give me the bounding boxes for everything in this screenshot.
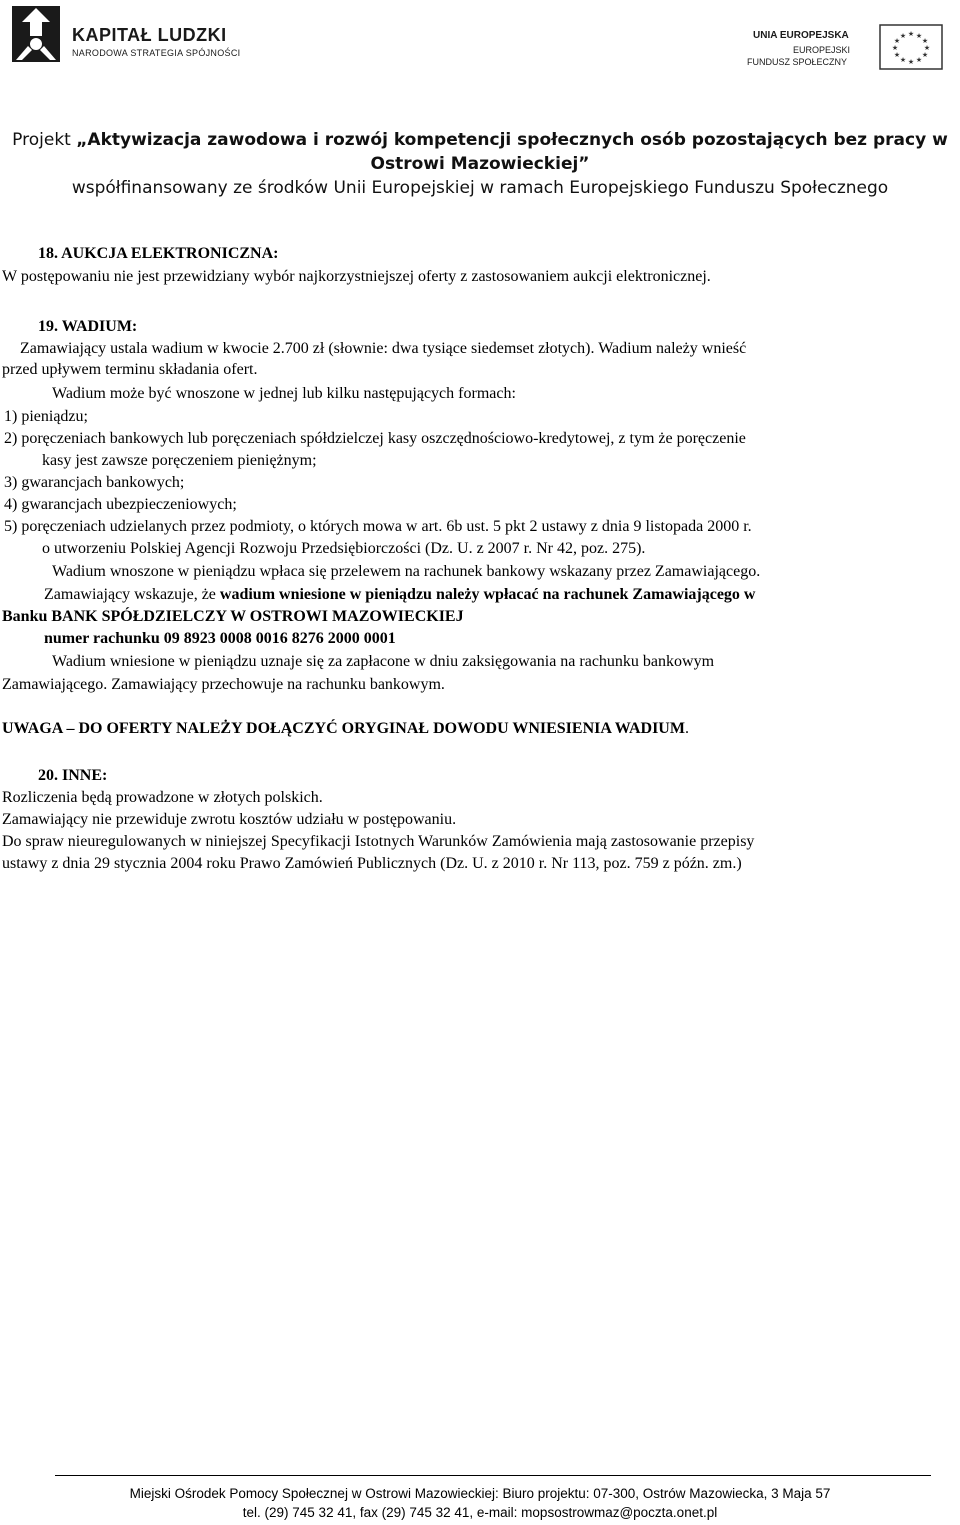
project-title-line2 (0, 154, 960, 174)
svg-text:★: ★ (915, 32, 923, 40)
svg-text:★: ★ (915, 56, 923, 64)
section-20-line4: ustawy z dnia 29 stycznia 2004 roku Prawo Zamówień Publicznych (Dz. U. z 2010 r. Nr 113, poz. 759 z późn. zm.) (2, 855, 742, 872)
section-18-title: 18. AUKCJA ELEKTRONICZNA: (38, 245, 279, 262)
section-19-p4-bold: wadium wniesione w pieniądzu należy wpłacać na rachunek Zamawiającego w (219, 586, 756, 603)
section-19-title: 19. WADIUM: (38, 318, 138, 335)
eu-logo-line1: UNIA EUROPEJSKA (753, 30, 849, 41)
svg-text:★: ★ (899, 32, 907, 40)
section-19-bank-name: Banku BANK SPÓŁDZIELCZY W OSTROWI MAZOWIECKIEJ (2, 608, 464, 625)
kapital-ludzki-logo (8, 2, 248, 64)
section-19-p4-line1 (44, 584, 755, 605)
list-item-continuation: kasy jest zawsze poręczeniem pieniężnym; (42, 452, 317, 469)
eu-flag-icon (879, 24, 943, 70)
list-item: 1) pieniądzu; (4, 408, 88, 425)
svg-text:★: ★ (907, 30, 915, 38)
list-item: 3) gwarancjach bankowych; (4, 474, 185, 491)
section-20-line3: Do spraw nieuregulowanych w niniejszej Specyfikacji Istotnych Warunków Zamówienia mają zastosowanie przepisy (2, 833, 755, 850)
section-19-p2: Wadium może być wnoszone w jednej lub kilku następujących formach: (52, 385, 516, 402)
wadium-warning-dot: . (684, 720, 689, 737)
section-20-title: 20. INNE: (38, 767, 108, 784)
section-20-line2: Zamawiający nie przewiduje zwrotu kosztów udziału w postępowaniu. (2, 811, 457, 828)
svg-text:★: ★ (899, 56, 907, 64)
footer-address: Miejski Ośrodek Pomocy Społecznej w Ostrowi Mazowieckiej: Biuro projektu: 07-300, Ostrów Mazowiecka, 3 Maja 57 (129, 1486, 831, 1501)
section-19-p4-normal: Zamawiający wskazuje, że (44, 586, 220, 603)
eu-logo (745, 22, 945, 70)
wadium-warning (2, 718, 689, 739)
eu-logo-line2: EUROPEJSKI (793, 45, 851, 55)
list-item: 2) poręczeniach bankowych lub poręczeniach spółdzielczej kasy oszczędnościowo-kredytowej, z tym że poręczenie (4, 430, 746, 447)
footer-divider (55, 1475, 931, 1476)
svg-text:★: ★ (921, 51, 929, 59)
section-19-p5-line1: Wadium wniesione w pieniądzu uznaje się za zapłacone w dniu zaksięgowania na rachunku bankowym (52, 653, 715, 670)
section-19-p1-line2: przed upływem terminu składania ofert. (2, 361, 258, 378)
section-18-text: W postępowaniu nie jest przewidziany wybór najkorzystniejszej oferty z zastosowaniem aukcji elektronicznej. (2, 268, 711, 285)
svg-text:★: ★ (891, 44, 899, 52)
section-19-p3: Wadium wnoszone w pieniądzu wpłaca się przelewem na rachunek bankowy wskazany przez Zamawiającego. (52, 563, 761, 580)
list-item: 5) poręczeniach udzielanych przez podmioty, o których mowa w art. 6b ust. 5 pkt 2 ustawy z dnia 9 listopada 2000 r. (4, 518, 752, 535)
kapital-ludzki-subtitle: NARODOWA STRATEGIA SPÓJNOŚCI (72, 48, 241, 58)
section-19-p5-line2: Zamawiającego. Zamawiający przechowuje na rachunku bankowym. (2, 676, 445, 693)
footer-contact: tel. (29) 745 32 41, fax (29) 745 32 41, e-mail: mopsostrowmaz@poczta.onet.pl (242, 1505, 718, 1520)
list-item: 4) gwarancjach ubezpieczeniowych; (4, 496, 237, 513)
svg-text:★: ★ (923, 44, 931, 52)
section-19-p1-line1: Zamawiający ustala wadium w kwocie 2.700 zł (słownie: dwa tysiące siedemset złotych). Wadium należy wnieść (20, 340, 747, 357)
kapital-ludzki-title: KAPITAŁ LUDZKI (72, 25, 227, 45)
svg-text:★: ★ (921, 37, 929, 45)
project-title-line1 (0, 130, 960, 150)
eu-logo-line3: FUNDUSZ SPOŁECZNY (747, 57, 848, 67)
kapital-ludzki-emblem-icon (8, 2, 64, 64)
cofinanced-note: współfinansowany ze środków Unii Europejskiej w ramach Europejskiego Funduszu Społecznego (71, 178, 889, 198)
section-19-account-number: numer rachunku 09 8923 0008 0016 8276 2000 0001 (44, 630, 396, 647)
svg-text:★: ★ (893, 37, 901, 45)
section-20-line1: Rozliczenia będą prowadzone w złotych polskich. (2, 789, 323, 806)
project-prefix: Projekt (12, 130, 77, 150)
list-item-continuation: o utworzeniu Polskiej Agencji Rozwoju Przedsiębiorczości (Dz. U. z 2007 r. Nr 42, poz. 275). (42, 540, 646, 557)
project-title-part1: „Aktywizacja zawodowa i rozwój kompetencji społecznych osób pozostających bez pracy w (76, 130, 948, 150)
wadium-warning-text: UWAGA – DO OFERTY NALEŻY DOŁĄCZYĆ ORYGINAŁ DOWODU WNIESIENIA WADIUM (2, 720, 685, 737)
svg-text:★: ★ (907, 58, 915, 66)
project-title-part2: Ostrowi Mazowieckiej” (370, 154, 590, 174)
svg-text:★: ★ (893, 51, 901, 59)
